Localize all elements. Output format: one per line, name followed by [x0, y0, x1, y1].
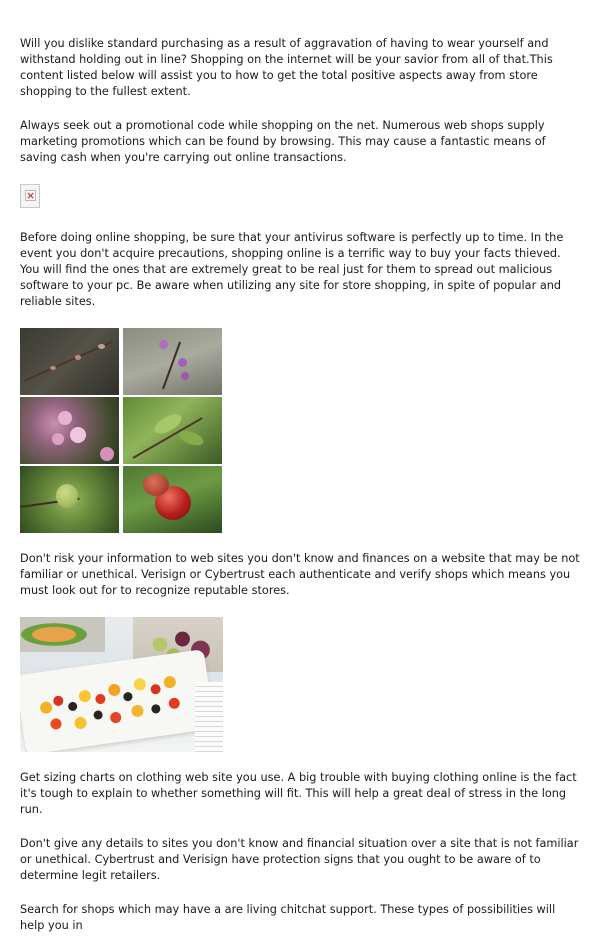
gallery-photo-pink-buds	[123, 328, 222, 395]
paragraph-promo-code: Always seek out a promotional code while shopping on the net. Numerous web shops supply marketing promotions which can be found by browsing. This may cause a fantastic means of saving cash when you're carrying out online transactions.	[20, 119, 546, 164]
gallery-photo-blossoms	[20, 397, 119, 464]
paragraph-unknown-sites: Don't risk your information to web sites you don't know and finances on a website that may be not familiar or unethical. Verisign or Cybertrust each authenticate and verify shops which means you must look out for to recognize reputable stores.	[20, 552, 580, 597]
fruit-growth-gallery	[20, 328, 223, 533]
gallery-photo-branch-buds	[20, 328, 119, 395]
paragraph-sizing-charts: Get sizing charts on clothing web site you use. A big trouble with buying clothing online is the fact it's tough to explain to whether something will fit. This will help a great deal of stress in the long run.	[20, 771, 577, 816]
paragraph-protection-signs: Don't give any details to sites you don't know and financial situation over a site that is not familiar or unethical. Cybertrust and Verisign have protection signs that you ought to be aware of to determine legit retailers.	[20, 837, 579, 882]
broken-image-icon	[20, 184, 40, 208]
paragraph-live-chat: Search for shops which may have a are living chitchat support. These types of possibilities will help you in	[20, 903, 556, 932]
food-platter-photo	[20, 617, 223, 752]
article	[20, 36, 580, 952]
paragraph-intro: Will you dislike standard purchasing as a result of aggravation of having to wear yourself and withstand holding out in line? Shopping on the internet will be your savior from all of that.This content listed below will assist you to how to get the total positive aspects away from store shopping to the fullest extent.	[20, 37, 553, 98]
gallery-photo-leaves	[123, 397, 222, 464]
paragraph-antivirus: Before doing online shopping, be sure that your antivirus software is perfectly up to time. In the event you don't acquire precautions, shopping online is a terrific way to buy your facts thieved. You will find the ones that are extremely great to be real just for them to spread out malicious software to your pc. Be aware when utilizing any site for store shopping, in spite of popular and reliable sites.	[20, 231, 564, 308]
broken-image-x-icon: ×	[26, 189, 36, 202]
gallery-photo-red-fruit	[123, 466, 222, 533]
gallery-photo-green-fruit	[20, 466, 119, 533]
